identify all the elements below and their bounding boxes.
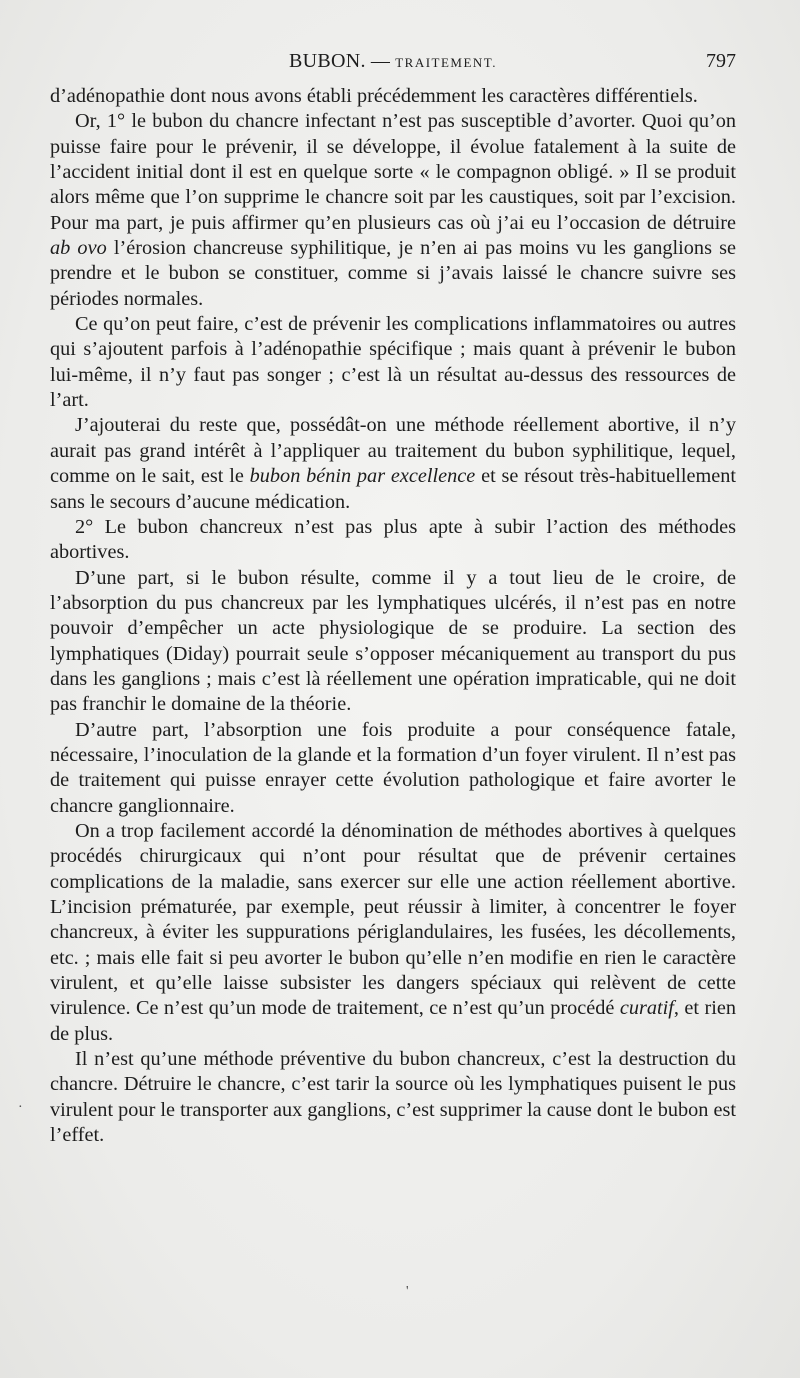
paragraph-text-after: , et rien de plus. [50, 997, 736, 1045]
paragraph-4 [50, 413, 736, 514]
paragraph-text: Il n’est qu’une méthode préventive du bubon chancreux, c’est la destruction du chancre. Détruire le chancre, c’est tarir la source où les lymphatiques puisent le pus virulent pour le transporter aux ganglions, c’est supprimer la cause dont le bubon est l’effet. [50, 1048, 736, 1147]
paragraph-text: d’adénopathie dont nous avons établi précédemment les caractères différentiels. [50, 85, 698, 107]
body-text [50, 84, 736, 1148]
running-title-separator: — [370, 51, 391, 72]
running-title-main: BUBON. [288, 50, 366, 72]
paragraph-text: D’autre part, l’absorption une fois produite a pour conséquence fatale, nécessaire, l’inoculation de la glande et la formation d’un foyer virulent. Il n’est pas de traitement qui puisse enrayer cette évolution pathologique et faire avorter le chancre ganglionnaire. [50, 718, 736, 817]
ink-speck: ' [406, 1284, 409, 1299]
paragraph-italic: bubon bénin par excellence [249, 465, 476, 488]
paragraph-2 [50, 109, 736, 312]
page-number: 797 [706, 50, 736, 72]
paragraph-3 [50, 312, 736, 413]
paragraph-text: D’une part, si le bubon résulte, comme il y a tout lieu de le croire, de l’absorption du pus chancreux par les lymphatiques ulcérés, il n’est pas en notre pouvoir d’empêcher un acte physiologique de se produire. La section des lymphatiques (Diday) pourrait seule s’opposer mécaniquement au transport du pus dans les ganglions ; mais c’est là réellement une opération impraticable, qui ne doit pas franchir le domaine de la théorie. [50, 566, 736, 716]
page-header [50, 50, 736, 76]
paragraph-text-after: l’érosion chancreuse syphilitique, je n’en ai pas moins vu les ganglions se prendre et le bubon se constituer, comme si j’avais laissé le chancre suivre ses périodes normales. [50, 237, 736, 310]
paragraph-6 [50, 566, 736, 718]
paragraph-text-after: et se résout très-habituellement sans le secours d’aucune médication. [50, 465, 737, 513]
ink-speck: · [18, 1100, 23, 1115]
paragraph-1 [50, 84, 736, 109]
paragraph-italic: curatif [619, 997, 674, 1020]
running-title [50, 50, 736, 73]
paragraph-text: J’ajouterai du reste que, possédât-on une méthode réellement abortive, il n’y aurait pas grand intérêt à l’appliquer au traitement du bubon syphilitique, lequel, comme on le sait, est le [50, 414, 736, 488]
running-title-sub: TRAITEMENT. [395, 55, 498, 70]
paragraph-italic: ab ovo [50, 237, 107, 260]
paragraph-7 [50, 718, 736, 819]
paragraph-text: Ce qu’on peut faire, c’est de prévenir les complications inflammatoires ou autres qui s’ajoutent parfois à l’adénopathie spécifique ; mais quant à prévenir le bubon lui-même, il n’y faut pas songer ; c’est là un résultat au-dessus des ressources de l’art. [50, 313, 736, 412]
paragraph-text: 2° Le bubon chancreux n’est pas plus apte à subir l’action des méthodes abortives. [50, 515, 736, 564]
paragraph-text: On a trop facilement accordé la dénomination de méthodes abortives à quelques procédés chirurgicaux qui n’ont pour résultat que de prévenir certaines complications de la maladie, sans exercer sur elle une action réellement abortive. L’incision prématurée, par exemple, peut réussir à limiter, à concentrer le foyer chancreux, à éviter les suppurations périglandulaires, les fusées, les décollements, etc. ; mais elle fait si peu avorter le bubon qu’elle n’en modifie en rien le caractère virulent, et qu’elle laisse subsister les dangers spéciaux qui relèvent de cette virulence. Ce n’est qu’un mode de traitement, ce n’est qu’un procédé [50, 819, 736, 1020]
paragraph-5 [50, 515, 736, 566]
paragraph-9 [50, 1047, 736, 1148]
paragraph-8 [50, 819, 736, 1047]
paragraph-text: Or, 1° le bubon du chancre infectant n’est pas susceptible d’avorter. Quoi qu’on puisse faire pour le prévenir, il se développe, il évolue fatalement à la suite de l’accident initial dont il est en quelque sorte « le compagnon obligé. » Il se produit alors même que l’on supprime le chancre soit par les caustiques, soit par l’excision. Pour ma part, je puis affirmer qu’en plusieurs cas où j’ai eu l’occasion de détruire [50, 110, 736, 234]
